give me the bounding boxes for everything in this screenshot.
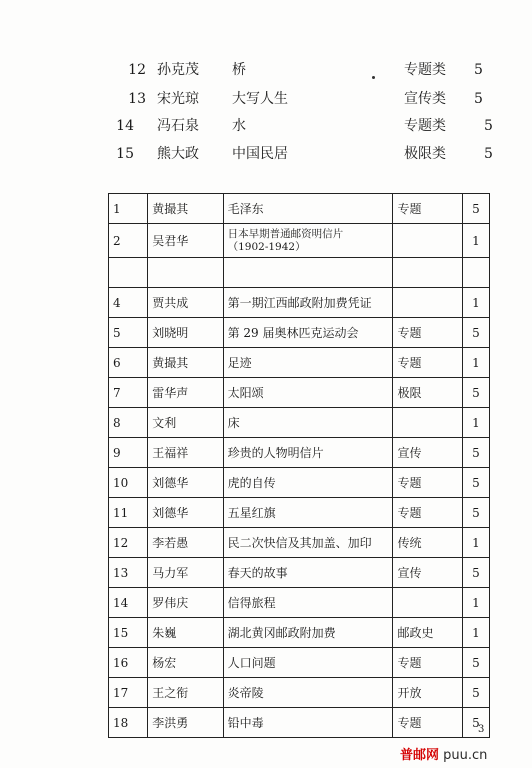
entry-score: 5 <box>474 62 483 78</box>
cell-title: 珍贵的人物明信片 <box>223 438 393 468</box>
cell-category: 开放 <box>393 678 462 708</box>
cell-title: 炎帝陵 <box>223 678 393 708</box>
cell-category: 邮政史 <box>393 618 462 648</box>
cell-category <box>393 258 462 288</box>
table-row <box>109 708 490 738</box>
entry-number: 13 <box>128 91 146 107</box>
cell-score: 5 <box>462 378 489 408</box>
cell-title: 毛泽东 <box>223 194 393 224</box>
cell-category: 专题 <box>393 194 462 224</box>
entry-title: 中国民居 <box>232 146 288 162</box>
table-row <box>109 468 490 498</box>
table-row <box>109 498 490 528</box>
entry-name: 宋光琼 <box>157 91 199 107</box>
entry-score: 5 <box>474 91 483 107</box>
table-row <box>109 258 490 288</box>
table-row <box>109 618 490 648</box>
cell-number: 9 <box>109 438 148 468</box>
site-watermark <box>400 744 487 763</box>
cell-title: 太阳颂 <box>223 378 393 408</box>
entry-name: 熊大政 <box>157 146 199 162</box>
cell-name: 朱巍 <box>148 618 223 648</box>
entry-category: 专题类 <box>404 118 446 134</box>
cell-score: 5 <box>462 468 489 498</box>
table-row <box>109 528 490 558</box>
top-entry-row <box>0 58 532 82</box>
cell-name: 李若愚 <box>148 528 223 558</box>
cell-number: 2 <box>109 224 148 258</box>
cell-name: 黄撮其 <box>148 194 223 224</box>
cell-name: 马力军 <box>148 558 223 588</box>
entry-category: 宣传类 <box>404 91 446 107</box>
cell-category: 专题 <box>393 318 462 348</box>
cell-score <box>462 258 489 288</box>
scan-speck <box>372 76 375 79</box>
cell-title: 民二次快信及其加盖、加印 <box>223 528 393 558</box>
cell-category: 传统 <box>393 528 462 558</box>
cell-category: 宣传 <box>393 438 462 468</box>
cell-score: 5 <box>462 558 489 588</box>
cell-name <box>148 258 223 288</box>
cell-name: 刘德华 <box>148 468 223 498</box>
cell-name: 刘晓明 <box>148 318 223 348</box>
cell-title: 人口问题 <box>223 648 393 678</box>
cell-name: 文利 <box>148 408 223 438</box>
entry-number: 12 <box>128 62 146 78</box>
cell-number: 16 <box>109 648 148 678</box>
cell-title: 湖北黄冈邮政附加费 <box>223 618 393 648</box>
cell-title: 足迹 <box>223 348 393 378</box>
cell-category: 宣传 <box>393 558 462 588</box>
cell-number: 18 <box>109 708 148 738</box>
cell-category: 专题 <box>393 348 462 378</box>
cell-number: 1 <box>109 194 148 224</box>
cell-number: 12 <box>109 528 148 558</box>
cell-number: 13 <box>109 558 148 588</box>
entry-name: 孙克茂 <box>157 62 199 78</box>
cell-name: 罗伟庆 <box>148 588 223 618</box>
entry-title: 水 <box>232 118 246 134</box>
cell-score: 1 <box>462 528 489 558</box>
entry-name: 冯石泉 <box>157 118 199 134</box>
cell-title: 第一期江西邮政附加费凭证 <box>223 288 393 318</box>
cell-title: 床 <box>223 408 393 438</box>
cell-name: 李洪勇 <box>148 708 223 738</box>
cell-category: 专题 <box>393 498 462 528</box>
cell-name: 贾共成 <box>148 288 223 318</box>
cell-number: 7 <box>109 378 148 408</box>
cell-score: 1 <box>462 224 489 258</box>
cell-score: 5 <box>462 678 489 708</box>
cell-number: 5 <box>109 318 148 348</box>
cell-number: 15 <box>109 618 148 648</box>
cell-category: 专题 <box>393 468 462 498</box>
cell-number: 6 <box>109 348 148 378</box>
table-row <box>109 288 490 318</box>
cell-title <box>223 224 393 258</box>
table-row <box>109 558 490 588</box>
top-entry-row <box>0 142 532 166</box>
cell-number: 4 <box>109 288 148 318</box>
cell-score: 5 <box>462 708 489 738</box>
watermark-domain: puu.cn <box>443 748 488 763</box>
cell-title: 信得旅程 <box>223 588 393 618</box>
watermark-name: 普邮网 <box>400 748 440 763</box>
cell-category <box>393 224 462 258</box>
cell-score: 5 <box>462 318 489 348</box>
entry-title: 大写人生 <box>232 91 288 107</box>
cell-title-line: 日本早期普通邮资明信片 <box>227 227 344 240</box>
cell-score: 5 <box>462 194 489 224</box>
cell-number <box>109 258 148 288</box>
entry-category: 专题类 <box>404 62 446 78</box>
entry-score: 5 <box>484 146 493 162</box>
entries-table <box>108 193 490 738</box>
entry-category: 极限类 <box>404 146 446 162</box>
cell-category: 极限 <box>393 378 462 408</box>
cell-name: 杨宏 <box>148 648 223 678</box>
cell-name: 黄撮其 <box>148 348 223 378</box>
top-entry-row <box>0 114 532 138</box>
cell-score: 5 <box>462 438 489 468</box>
entry-title: 桥 <box>232 62 246 78</box>
table-row <box>109 378 490 408</box>
cell-category <box>393 588 462 618</box>
cell-title-line: （1902-1942） <box>227 240 306 253</box>
entries-table-body <box>109 194 490 738</box>
cell-name: 吴君华 <box>148 224 223 258</box>
cell-number: 10 <box>109 468 148 498</box>
table-row <box>109 224 490 258</box>
cell-category <box>393 408 462 438</box>
table-row <box>109 678 490 708</box>
cell-number: 14 <box>109 588 148 618</box>
table-row <box>109 194 490 224</box>
table-row <box>109 438 490 468</box>
cell-number: 8 <box>109 408 148 438</box>
cell-title: 虎的自传 <box>223 468 393 498</box>
top-entry-row <box>0 87 532 111</box>
cell-score: 5 <box>462 648 489 678</box>
table-row <box>109 588 490 618</box>
cell-title: 五星红旗 <box>223 498 393 528</box>
cell-title: 铅中毒 <box>223 708 393 738</box>
cell-score: 1 <box>462 618 489 648</box>
cell-category <box>393 288 462 318</box>
cell-title: 第 29 届奥林匹克运动会 <box>223 318 393 348</box>
cell-score: 1 <box>462 288 489 318</box>
page-number: 3 <box>478 724 485 735</box>
table-row <box>109 648 490 678</box>
cell-title <box>223 258 393 288</box>
cell-number: 17 <box>109 678 148 708</box>
cell-score: 1 <box>462 408 489 438</box>
entry-number: 14 <box>116 118 134 134</box>
cell-title: 春天的故事 <box>223 558 393 588</box>
entry-score: 5 <box>484 118 493 134</box>
table-row <box>109 408 490 438</box>
cell-name: 王福祥 <box>148 438 223 468</box>
cell-name: 刘德华 <box>148 498 223 528</box>
cell-score: 5 <box>462 498 489 528</box>
entry-number: 15 <box>116 146 134 162</box>
cell-number: 11 <box>109 498 148 528</box>
cell-score: 1 <box>462 348 489 378</box>
cell-name: 雷华声 <box>148 378 223 408</box>
cell-score: 1 <box>462 588 489 618</box>
cell-category: 专题 <box>393 648 462 678</box>
cell-name: 王之衔 <box>148 678 223 708</box>
table-row <box>109 348 490 378</box>
table-row <box>109 318 490 348</box>
cell-category: 专题 <box>393 708 462 738</box>
